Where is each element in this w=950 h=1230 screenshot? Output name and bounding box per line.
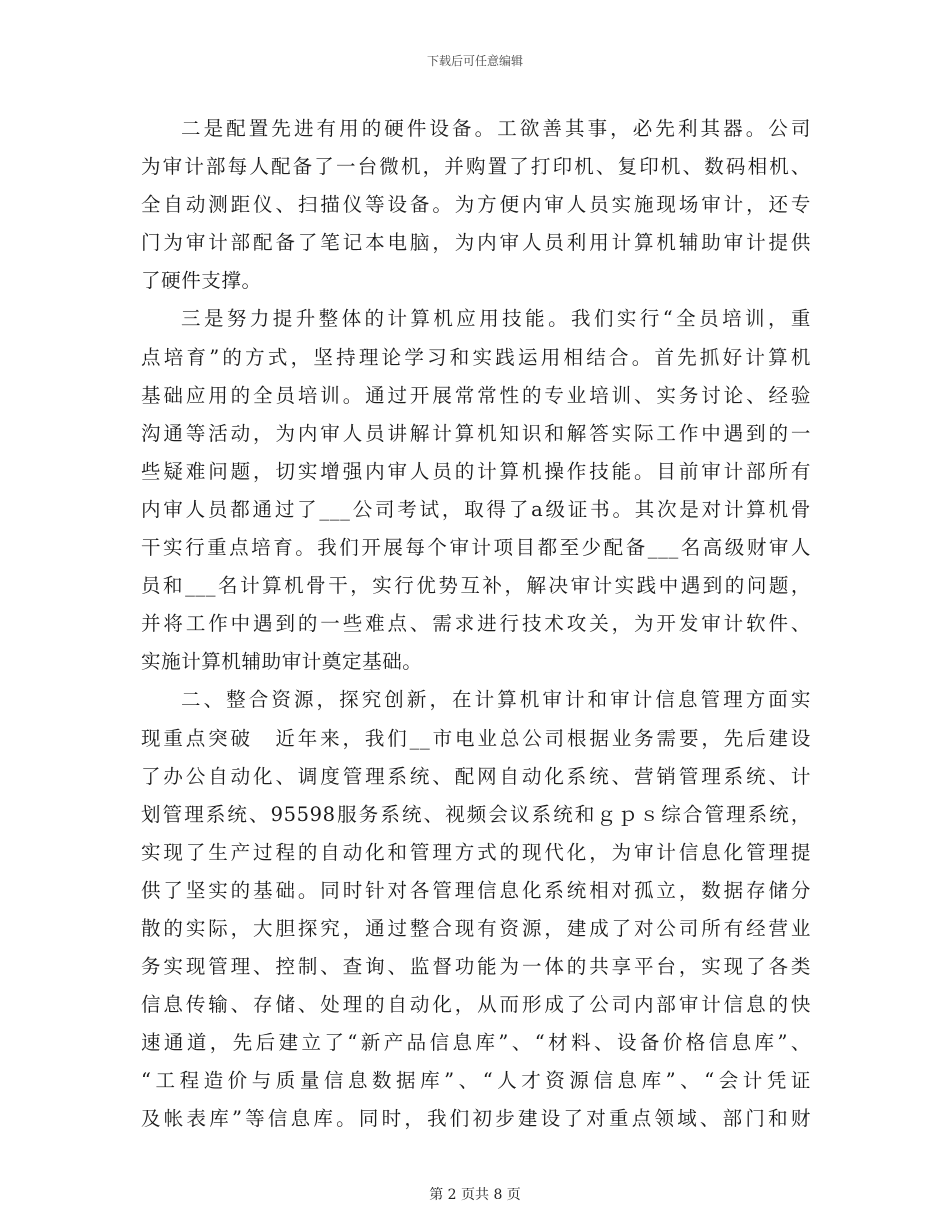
text-line: 了硬件支撑。 (141, 269, 262, 293)
text-line: 点培育”的方式，坚持理论学习和实践运用相结合。首先抓好计算机 (141, 345, 811, 369)
text-line: 实现了生产过程的自动化和管理方式的现代化，为审计信息化管理提 (141, 840, 811, 864)
text-line: 二、整合资源，探究创新，在计算机审计和审计信息管理方面实 (181, 688, 811, 712)
text-line: 速通道，先后建立了“新产品信息库”、“材料、设备价格信息库”、 (141, 1031, 811, 1055)
text-line: 沟通等活动，为内审人员讲解计算机知识和解答实际工作中遇到的一 (141, 421, 811, 445)
text-line: 实施计算机辅助审计奠定基础。 (141, 650, 423, 674)
text-line: 务实现管理、控制、查询、监督功能为一体的共享平台，实现了各类 (141, 955, 811, 979)
text-line: 二是配置先进有用的硬件设备。工欲善其事，必先利其器。公司 (181, 117, 811, 140)
text-line: 全自动测距仪、扫描仪等设备。为方便内审人员实施现场审计，还专 (141, 193, 811, 217)
text-line: 三是努力提升整体的计算机应用技能。我们实行“全员培训，重 (181, 307, 811, 331)
page-footer: 第 2 页共 8 页 (429, 1187, 521, 1203)
page-header: 下载后可任意编辑 (426, 54, 523, 68)
text-line: 些疑难问题，切实增强内审人员的计算机操作技能。目前审计部所有 (141, 459, 811, 483)
text-line: 门为审计部配备了笔记本电脑，为内审人员利用计算机辅助审计提供 (141, 231, 811, 255)
text-line: 现重点突破 近年来，我们__市电业总公司根据业务需要，先后建设 (141, 726, 811, 750)
text-line: 基础应用的全员培训。通过开展常常性的专业培训、实务讨论、经验 (141, 383, 811, 407)
paragraph-hardware (141, 110, 811, 300)
text-line: 员和___名计算机骨干，实行优势互补，解决审计实践中遇到的问题， (141, 574, 811, 598)
text-line: 供了坚实的基础。同时针对各管理信息化系统相对孤立，数据存储分 (141, 878, 811, 902)
text-line: 信息传输、存储、处理的自动化，从而形成了公司内部审计信息的快 (141, 993, 811, 1017)
paragraph-skills (141, 300, 811, 681)
text-line: 散的实际，大胆探究，通过整合现有资源，建成了对公司所有经营业 (141, 916, 811, 940)
text-line: 并将工作中遇到的一些难点、需求进行技术攻关，为开发审计软件、 (141, 612, 811, 636)
paragraph-integration (141, 681, 811, 1138)
text-line: 干实行重点培育。我们开展每个审计项目都至少配备___名高级财审人 (141, 536, 811, 560)
text-line: 了办公自动化、调度管理系统、配网自动化系统、营销管理系统、计 (141, 764, 811, 788)
text-line: 划管理系统、95598服务系统、视频会议系统和ｇｐｓ综合管理系统， (141, 802, 811, 826)
text-line: 及帐表库”等信息库。同时，我们初步建设了对重点领域、部门和财 (141, 1107, 811, 1131)
text-line: “工程造价与质量信息数据库”、“人才资源信息库”、“会计凭证 (141, 1069, 811, 1093)
text-line: 内审人员都通过了___公司考试，取得了a级证书。其次是对计算机骨 (141, 497, 811, 521)
text-line: 为审计部每人配备了一台微机，并购置了打印机、复印机、数码相机、 (141, 155, 811, 179)
document-body (141, 110, 811, 1139)
